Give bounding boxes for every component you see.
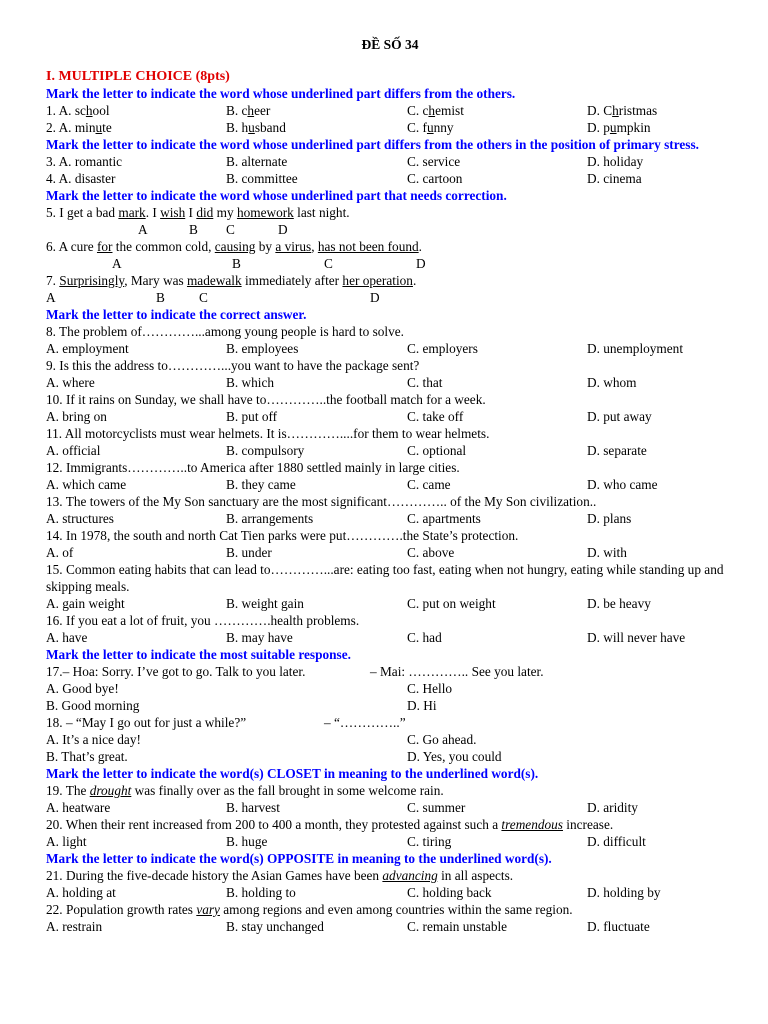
text-fragment: 19. The	[46, 783, 90, 798]
text-fragment: 17.– Hoa: Sorry. I’ve got to go. Talk to you later.	[46, 664, 306, 679]
question-12: 12. Immigrants…………..to America after 1880 settled mainly in large cities.	[46, 460, 460, 475]
question-7-labels	[46, 289, 726, 306]
text-fragment: C. holding back	[407, 885, 492, 900]
text-fragment: B. compulsory	[226, 443, 305, 458]
question-17	[46, 663, 726, 680]
text-fragment: homework	[236, 205, 294, 220]
text-fragment: B. arrangements	[226, 511, 314, 526]
question-9: 9. Is this the address to…………...you want to have the package sent?	[46, 358, 420, 373]
text-fragment: h	[428, 103, 436, 118]
question-22	[46, 901, 726, 918]
question-18-options-ac	[46, 731, 726, 748]
text-fragment: B. employees	[226, 341, 299, 356]
question-19	[46, 782, 726, 799]
question-3	[46, 153, 726, 170]
text-fragment: B	[156, 290, 165, 305]
text-fragment: C. Go ahead.	[407, 732, 477, 747]
question-14-options	[46, 544, 726, 561]
text-fragment: D. difficult	[587, 834, 646, 849]
text-fragment: D. separate	[587, 443, 647, 458]
text-fragment: 3. A. romantic	[46, 154, 123, 169]
exam-content	[46, 68, 726, 935]
text-fragment: C. had	[407, 630, 442, 645]
text-fragment: eer	[254, 103, 271, 118]
text-fragment: C. tiring	[407, 834, 452, 849]
question-6	[46, 238, 726, 255]
question-5-labels	[46, 221, 726, 238]
question-16: 16. If you eat a lot of fruit, you ………….health problems.	[46, 613, 360, 628]
question-12-options	[46, 476, 726, 493]
text-fragment: I	[185, 205, 197, 220]
text-fragment: , Mary was	[124, 273, 187, 288]
question-7	[46, 272, 726, 289]
text-fragment: A. Good bye!	[46, 681, 119, 696]
question-15-options	[46, 595, 726, 612]
text-fragment: among regions and even among countries within the same region.	[219, 902, 573, 917]
question-11: 11. All motorcyclists must wear helmets. It is…………....for them to wear helmets.	[46, 426, 490, 441]
text-fragment: B. weight gain	[226, 596, 304, 611]
text-fragment: D. holiday	[587, 154, 644, 169]
text-fragment: 6. A cure	[46, 239, 97, 254]
text-fragment: increase.	[562, 817, 614, 832]
text-fragment: C	[226, 222, 235, 237]
text-fragment: her operation	[342, 273, 413, 288]
text-fragment: B. alternate	[226, 154, 288, 169]
text-fragment: D. will never have	[587, 630, 686, 645]
text-fragment: 18. – “May I go out for just a while?”	[46, 715, 247, 730]
text-fragment: A. employment	[46, 341, 129, 356]
question-15: 15. Common eating habits that can lead to…………...are: eating too fast, eating when not hungry, eating while standing up and skipping meals.	[46, 562, 724, 594]
text-fragment: A. light	[46, 834, 87, 849]
text-fragment: by	[255, 239, 276, 254]
text-fragment: – “…………..”	[324, 715, 406, 730]
text-fragment: C. summer	[407, 800, 466, 815]
text-fragment: C. service	[407, 154, 461, 169]
text-fragment: A. have	[46, 630, 88, 645]
text-fragment: emist	[435, 103, 464, 118]
text-fragment: madewalk	[186, 273, 242, 288]
instruction-response: Mark the letter to indicate the most suitable response.	[46, 647, 351, 662]
text-fragment: 22. Population growth rates	[46, 902, 197, 917]
text-fragment: B. h	[226, 120, 249, 135]
text-fragment: 20. When their rent increased from 200 to 400 a month, they protested against such a	[46, 817, 502, 832]
text-fragment: C. put on weight	[407, 596, 496, 611]
text-fragment: D	[370, 290, 380, 305]
text-fragment: 21. During the five-decade history the Asian Games have been	[46, 868, 383, 883]
instruction-error: Mark the letter to indicate the word whose underlined part that needs correction.	[46, 188, 507, 203]
text-fragment: B	[189, 222, 198, 237]
text-fragment: C. optional	[407, 443, 467, 458]
text-fragment: B. they came	[226, 477, 296, 492]
question-18	[46, 714, 726, 731]
text-fragment: C. f	[407, 120, 427, 135]
text-fragment: C. that	[407, 375, 443, 390]
text-fragment: C	[324, 256, 333, 271]
question-2	[46, 119, 726, 136]
question-22-options	[46, 918, 726, 935]
text-fragment: C. above	[407, 545, 455, 560]
text-fragment: D. Yes, you could	[407, 749, 502, 764]
text-fragment: D. fluctuate	[587, 919, 650, 934]
text-fragment: D. whom	[587, 375, 637, 390]
text-fragment: ristmas	[618, 103, 658, 118]
text-fragment: mpkin	[616, 120, 651, 135]
question-1	[46, 102, 726, 119]
text-fragment: advancing	[382, 868, 438, 883]
text-fragment: u	[426, 120, 434, 135]
text-fragment: D. who came	[587, 477, 658, 492]
text-fragment: A. of	[46, 545, 74, 560]
text-fragment: A	[46, 290, 56, 305]
text-fragment: was finally over as the fall brought in some welcome rain.	[131, 783, 444, 798]
text-fragment: B	[232, 256, 241, 271]
question-13: 13. The towers of the My Son sanctuary are the most significant………….. of the My Son civilization..	[46, 494, 597, 509]
text-fragment: C. came	[407, 477, 451, 492]
question-11-options	[46, 442, 726, 459]
question-14: 14. In 1978, the south and north Cat Tien parks were put………….the State’s protection.	[46, 528, 519, 543]
text-fragment: ,	[311, 239, 318, 254]
text-fragment: A. where	[46, 375, 95, 390]
text-fragment: 5. I get a bad	[46, 205, 119, 220]
instruction-opposite: Mark the letter to indicate the word(s) OPPOSITE in meaning to the underlined word(s).	[46, 851, 552, 866]
text-fragment: A	[112, 256, 122, 271]
text-fragment: 7.	[46, 273, 60, 288]
text-fragment: B. which	[226, 375, 275, 390]
text-fragment: my	[213, 205, 237, 220]
text-fragment: C. cartoon	[407, 171, 463, 186]
text-fragment: C	[199, 290, 208, 305]
question-6-labels	[46, 255, 726, 272]
text-fragment: C. c	[407, 103, 429, 118]
text-fragment: D. be heavy	[587, 596, 651, 611]
text-fragment: B. huge	[226, 834, 268, 849]
text-fragment: A. gain weight	[46, 596, 125, 611]
text-fragment: did	[196, 205, 214, 220]
text-fragment: C. apartments	[407, 511, 481, 526]
text-fragment: causing	[214, 239, 256, 254]
text-fragment: last night.	[293, 205, 350, 220]
text-fragment: C. Hello	[407, 681, 453, 696]
text-fragment: 2. A. min	[46, 120, 96, 135]
question-17-options-bd	[46, 697, 726, 714]
text-fragment: A. which came	[46, 477, 127, 492]
text-fragment: u	[248, 120, 255, 135]
text-fragment: nny	[433, 120, 454, 135]
question-8-options	[46, 340, 726, 357]
question-18-options-bd	[46, 748, 726, 765]
text-fragment: C. take off	[407, 409, 464, 424]
text-fragment: B. put off	[226, 409, 278, 424]
text-fragment: h	[247, 103, 255, 118]
text-fragment: 4. A. disaster	[46, 171, 116, 186]
text-fragment: B. under	[226, 545, 272, 560]
text-fragment: A. restrain	[46, 919, 103, 934]
text-fragment: u	[95, 120, 103, 135]
text-fragment: a virus	[275, 239, 312, 254]
question-20-options	[46, 833, 726, 850]
text-fragment: the common cold,	[112, 239, 215, 254]
question-16-options	[46, 629, 726, 646]
text-fragment: 1. A. sc	[46, 103, 86, 118]
text-fragment: D	[416, 256, 426, 271]
question-10-options	[46, 408, 726, 425]
text-fragment: C. remain unstable	[407, 919, 508, 934]
text-fragment: A. heatware	[46, 800, 111, 815]
text-fragment: B. holding to	[226, 885, 296, 900]
text-fragment: A. holding at	[46, 885, 116, 900]
text-fragment: sband	[254, 120, 286, 135]
text-fragment: D. holding by	[587, 885, 661, 900]
question-17-options-ac	[46, 680, 726, 697]
text-fragment: has not been found	[317, 239, 419, 254]
question-9-options	[46, 374, 726, 391]
text-fragment: B. Good morning	[46, 698, 140, 713]
question-21	[46, 867, 726, 884]
text-fragment: for	[96, 239, 113, 254]
text-fragment: B. That’s great.	[46, 749, 128, 764]
text-fragment: D. cinema	[587, 171, 642, 186]
text-fragment: in all aspects.	[437, 868, 514, 883]
text-fragment: B. may have	[226, 630, 293, 645]
text-fragment: Surprisingly	[59, 273, 125, 288]
text-fragment: h	[85, 103, 93, 118]
text-fragment: tremendous	[501, 817, 563, 832]
text-fragment: B. c	[226, 103, 248, 118]
text-fragment: B. committee	[226, 171, 298, 186]
question-21-options	[46, 884, 726, 901]
question-5	[46, 204, 726, 221]
text-fragment: A. official	[46, 443, 101, 458]
text-fragment: A. structures	[46, 511, 114, 526]
text-fragment: immediately after	[241, 273, 343, 288]
text-fragment: B. harvest	[226, 800, 280, 815]
question-19-options	[46, 799, 726, 816]
question-13-options	[46, 510, 726, 527]
text-fragment: D. put away	[587, 409, 652, 424]
text-fragment: u	[609, 120, 617, 135]
text-fragment: A	[138, 222, 148, 237]
text-fragment: D. unemployment	[587, 341, 684, 356]
question-20	[46, 816, 726, 833]
text-fragment: – Mai: ………….. See you later.	[370, 664, 544, 679]
text-fragment: B. stay unchanged	[226, 919, 324, 934]
text-fragment: D. Hi	[407, 698, 437, 713]
text-fragment: mark	[118, 205, 146, 220]
text-fragment: D. p	[587, 120, 610, 135]
instruction-closest: Mark the letter to indicate the word(s) CLOSET in meaning to the underlined word(s).	[46, 766, 539, 781]
instruction-pronunciation: Mark the letter to indicate the word whose underlined part differs from the others.	[46, 86, 516, 101]
text-fragment: te	[102, 120, 112, 135]
section-heading: I. MULTIPLE CHOICE (8pts)	[46, 69, 230, 84]
question-8: 8. The problem of…………...among young people is hard to solve.	[46, 324, 404, 339]
text-fragment: D	[278, 222, 288, 237]
text-fragment: .	[412, 273, 417, 288]
text-fragment: h	[612, 103, 619, 118]
page-title: ĐỀ SỐ 34	[361, 37, 419, 52]
text-fragment: wish	[160, 205, 186, 220]
text-fragment: D. plans	[587, 511, 632, 526]
question-10: 10. If it rains on Sunday, we shall have to…………..the football match for a week.	[46, 392, 486, 407]
text-fragment: . I	[145, 205, 161, 220]
text-fragment: ool	[92, 103, 110, 118]
text-fragment: drought	[89, 783, 132, 798]
text-fragment: vary	[196, 902, 220, 917]
text-fragment: A. bring on	[46, 409, 107, 424]
text-fragment: C. employers	[407, 341, 478, 356]
instruction-stress: Mark the letter to indicate the word whose underlined part differs from the others in the position of primary stress.	[46, 137, 699, 152]
instruction-correct-answer: Mark the letter to indicate the correct answer.	[46, 307, 307, 322]
question-4	[46, 170, 726, 187]
text-fragment: D. C	[587, 103, 613, 118]
text-fragment: D. with	[587, 545, 627, 560]
text-fragment: A. It’s a nice day!	[46, 732, 141, 747]
text-fragment: D. aridity	[587, 800, 638, 815]
text-fragment: .	[418, 239, 422, 254]
